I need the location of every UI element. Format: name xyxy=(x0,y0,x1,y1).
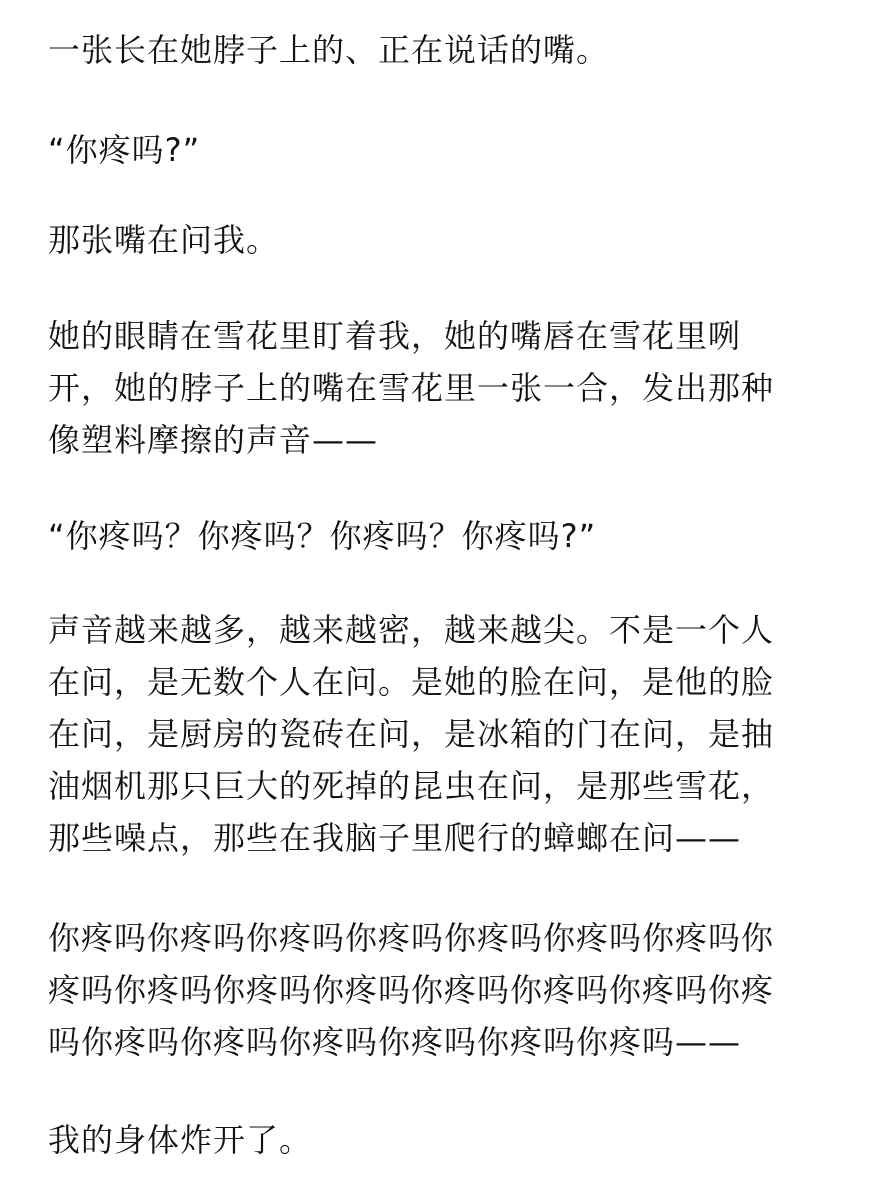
paragraph-chant xyxy=(48,912,848,1068)
text-line: 声音越来越多，越来越密，越来越尖。不是一个人 xyxy=(48,611,775,649)
paragraph-snow-description xyxy=(48,310,848,466)
text-line: 油烟机那只巨大的死掉的昆虫在问，是那些雪花， xyxy=(48,767,775,805)
paragraph-repeated-question xyxy=(48,510,848,562)
text-line: 她的眼睛在雪花里盯着我，她的嘴唇在雪花里咧 xyxy=(48,317,742,355)
text-line: 在问，是厨房的瓷砖在问，是冰箱的门在问，是抽 xyxy=(48,715,775,753)
text-line: 那张嘴在问我。 xyxy=(48,221,280,259)
paragraph-body-explodes xyxy=(48,1114,848,1166)
text-line: 你疼吗你疼吗你疼吗你疼吗你疼吗你疼吗你疼吗你 xyxy=(48,919,775,957)
text-line: 开，她的脖子上的嘴在雪花里一张一合，发出那种 xyxy=(48,369,775,407)
paragraph-mouth-on-neck xyxy=(48,24,848,76)
text-line: 吗你疼吗你疼吗你疼吗你疼吗你疼吗你疼吗—— xyxy=(48,1023,742,1061)
paragraph-question-quote xyxy=(48,124,848,176)
text-line: 像塑料摩擦的声音—— xyxy=(48,421,379,459)
paragraph-mouth-asks xyxy=(48,214,848,266)
paragraph-voices xyxy=(48,604,848,864)
text-line: 疼吗你疼吗你疼吗你疼吗你疼吗你疼吗你疼吗你疼 xyxy=(48,971,775,1009)
text-line: 在问，是无数个人在问。是她的脸在问，是他的脸 xyxy=(48,663,775,701)
text-line: 一张长在她脖子上的、正在说话的嘴。 xyxy=(48,31,610,69)
text-line: 我的身体炸开了。 xyxy=(48,1121,313,1159)
text-line: “你疼吗?” xyxy=(48,131,201,169)
text-line: 那些噪点，那些在我脑子里爬行的蟑螂在问—— xyxy=(48,819,742,857)
text-line: “你疼吗？你疼吗？你疼吗？你疼吗?” xyxy=(48,517,597,555)
